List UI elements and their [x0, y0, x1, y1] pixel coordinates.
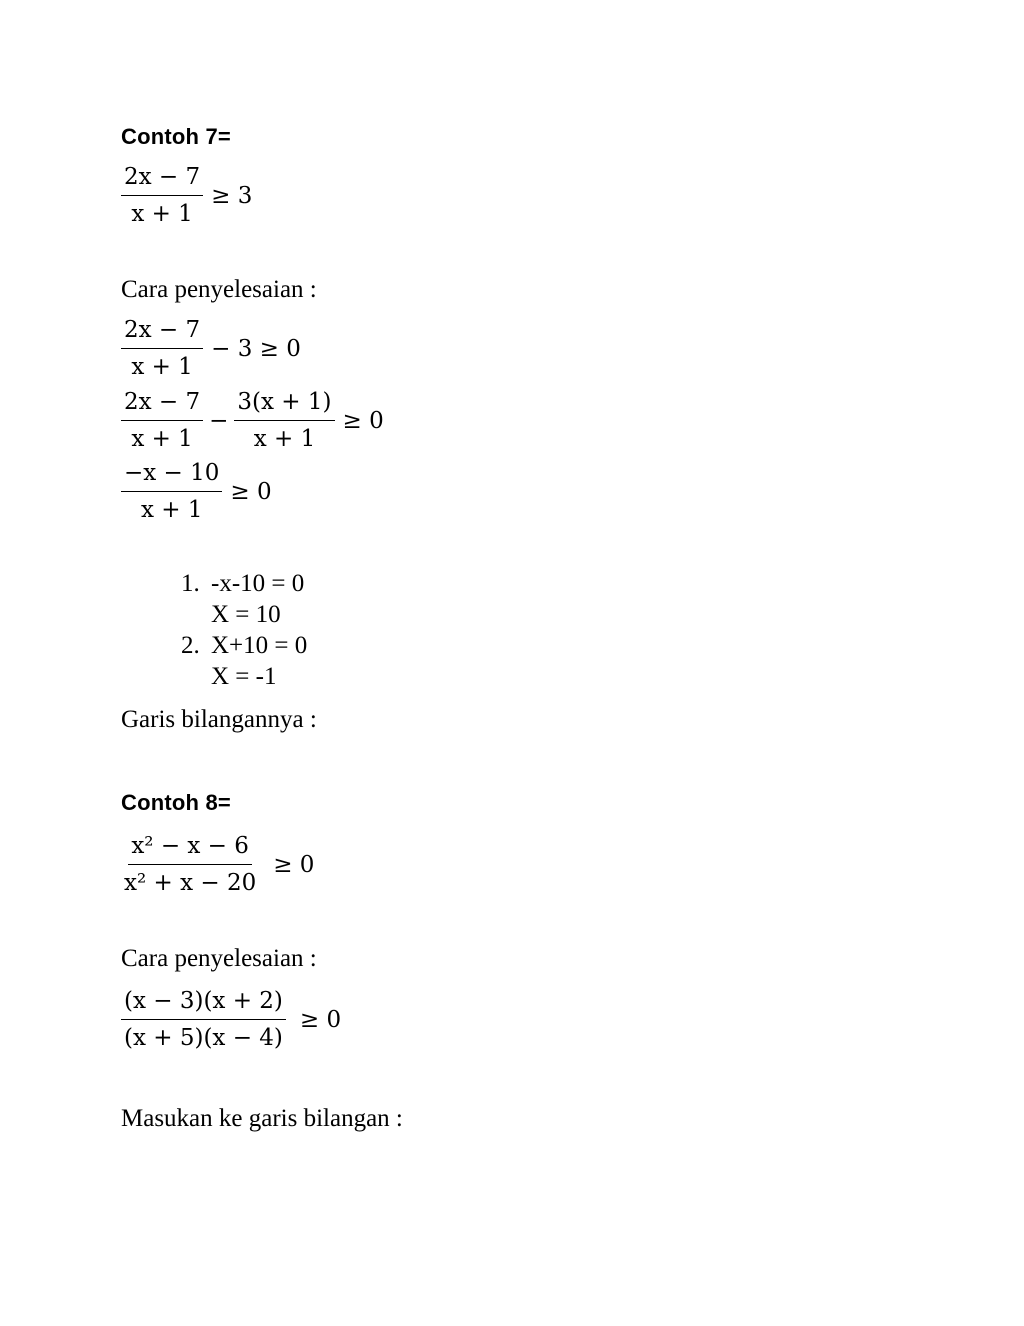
contoh-7-heading: Contoh 7= — [121, 124, 231, 149]
list-item-line: X+10 = 0 — [211, 632, 308, 659]
numerator: (x − 3)(x + 2) — [121, 983, 286, 1020]
contoh-8-heading: Contoh 8= — [121, 790, 231, 815]
numerator: 2x − 7 — [121, 384, 203, 421]
contoh-7-step-3-equation — [121, 455, 272, 528]
contoh-8-step-1-equation — [121, 983, 341, 1056]
contoh-8-problem-equation — [121, 828, 314, 901]
inequality-rhs: ≥ 0 — [273, 851, 315, 878]
fraction — [121, 983, 286, 1056]
numerator: 3(x + 1) — [234, 384, 334, 421]
operator: − — [209, 407, 229, 434]
contoh-7-step-2-equation — [121, 384, 384, 457]
inequality-rhs: ≥ 0 — [230, 478, 272, 505]
fraction — [121, 384, 203, 457]
list-item-line: -x-10 = 0 — [211, 570, 305, 597]
contoh-7-problem-equation — [121, 159, 252, 232]
inequality-rhs: ≥ 0 — [299, 1006, 342, 1033]
document-page — [121, 0, 1001, 1326]
fraction — [121, 828, 259, 901]
list-item-line: X = -1 — [211, 663, 277, 690]
contoh-8-method-label: Cara penyelesaian : — [121, 945, 317, 972]
denominator: x + 1 — [140, 497, 203, 523]
denominator: x + 1 — [131, 426, 193, 452]
numerator: 2x − 7 — [121, 312, 203, 349]
list-item-number: 1. — [181, 570, 200, 597]
numerator: x² − x − 6 — [128, 828, 252, 865]
contoh-7-number-line-label: Garis bilangannya : — [121, 706, 317, 733]
numerator: 2x − 7 — [121, 159, 203, 196]
fraction — [234, 384, 334, 457]
contoh-7-method-label: Cara penyelesaian : — [121, 276, 317, 303]
list-item-line: X = 10 — [211, 601, 281, 628]
denominator: x + 1 — [131, 354, 193, 380]
denominator: x + 1 — [131, 201, 193, 227]
fraction — [121, 455, 222, 528]
contoh-8-number-line-label: Masukan ke garis bilangan : — [121, 1105, 403, 1132]
inequality-rhs: − 3 ≥ 0 — [211, 335, 301, 362]
fraction — [121, 312, 203, 385]
inequality-rhs: ≥ 3 — [211, 182, 253, 209]
numerator: −x − 10 — [121, 455, 222, 492]
denominator: (x + 5)(x − 4) — [124, 1025, 283, 1051]
denominator: x² + x − 20 — [124, 870, 257, 896]
list-item-number: 2. — [181, 632, 200, 659]
inequality-rhs: ≥ 0 — [342, 407, 384, 434]
denominator: x + 1 — [253, 426, 316, 452]
fraction — [121, 159, 203, 232]
contoh-7-step-1-equation — [121, 312, 301, 385]
